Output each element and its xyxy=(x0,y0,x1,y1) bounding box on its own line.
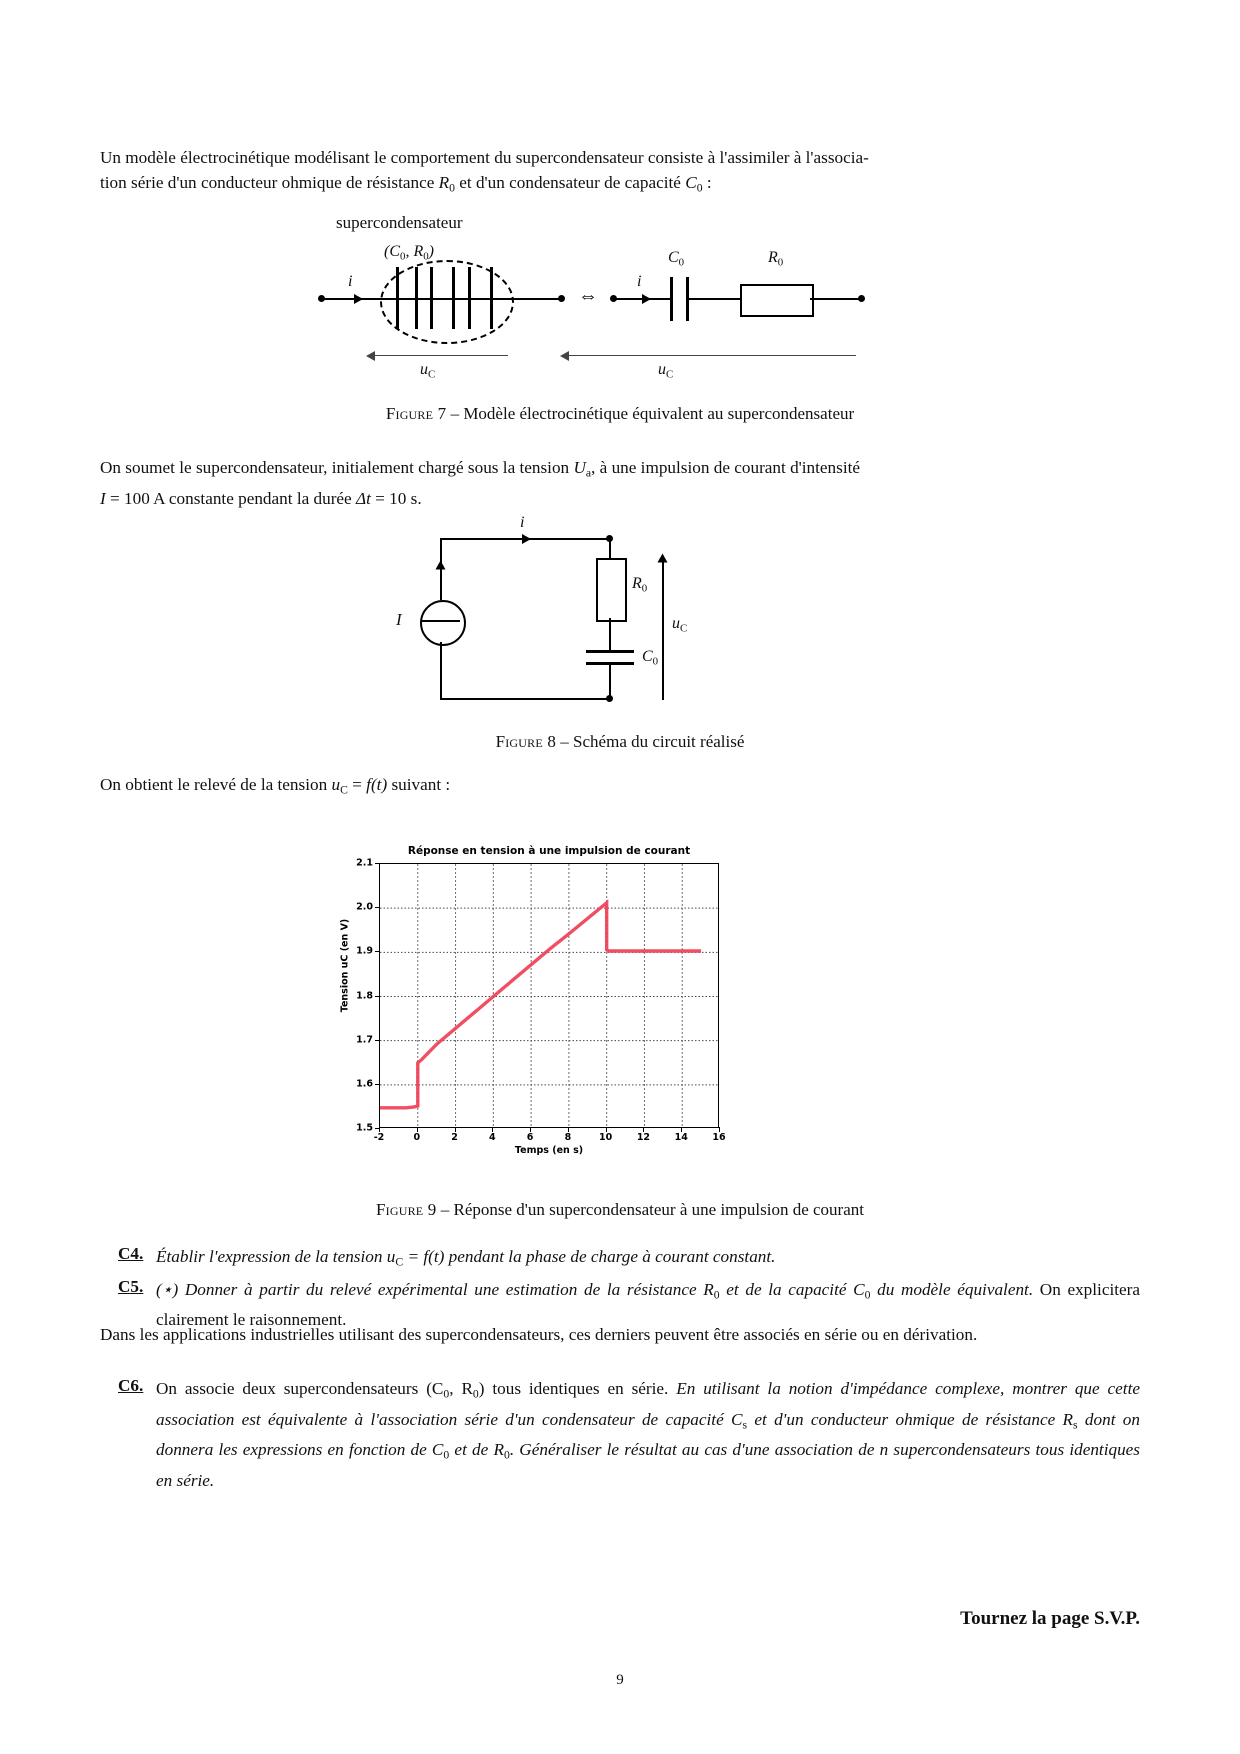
symbol-f: f xyxy=(366,775,371,794)
figure-7-caption xyxy=(100,404,1140,424)
question-c4 xyxy=(118,1244,1140,1275)
fig7-equivalence-symbol: ⇔ xyxy=(578,285,598,307)
chart-ytick-mark xyxy=(375,951,380,952)
fig7-uc-right-label: $u_C$ xyxy=(658,361,674,381)
fig8-right-wire-top xyxy=(609,538,611,558)
chart-ytick-mark xyxy=(375,863,380,864)
chart-xtick-mark xyxy=(606,1127,607,1132)
chart-xtick-mark xyxy=(455,1127,456,1132)
chart-xtick-mark xyxy=(643,1127,644,1132)
figure-8-caption-prefix: Figure 8 xyxy=(495,732,557,751)
chart-ytick-label: 2.1 xyxy=(356,857,373,869)
second-line-1a: On soumet le supercondensateur, initialement chargé sous la tension xyxy=(100,458,574,477)
chart-xtick-label: 6 xyxy=(526,1132,534,1143)
fig7-left-right-node xyxy=(558,295,565,302)
chart-svg xyxy=(380,864,719,1128)
symbol-I: I xyxy=(100,488,106,508)
intro-line-2a: tion série d'un conducteur ohmique de résistance xyxy=(100,173,439,192)
fig7-params-label: ($C_0$, $R_0$) xyxy=(384,243,434,263)
chart-ytick-mark xyxy=(375,996,380,997)
fig7-right-current-arrow xyxy=(642,294,651,304)
fig7-uc-right-arrowhead xyxy=(560,351,569,361)
question-c5-tag: C5. xyxy=(118,1276,144,1296)
fig7-inner-wire xyxy=(384,298,514,300)
fig7-right-current-label: i xyxy=(637,273,642,290)
chart-xtick-label: -2 xyxy=(373,1132,385,1143)
chart-title: Réponse en tension à une impulsion de courant xyxy=(407,845,691,857)
second-line-1b: , à une impulsion de courant d'intensité xyxy=(591,458,861,477)
fig7-left-wire-in xyxy=(322,298,384,300)
chart-ytick-label: 1.7 xyxy=(356,1034,373,1046)
second-line-2b: = 10 s. xyxy=(370,488,422,508)
fig8-right-wire-bottom xyxy=(609,665,611,699)
chart-ylabel: Tension uC (en V) xyxy=(339,918,351,1013)
third-a: On obtient le relevé de la tension xyxy=(100,775,332,794)
question-c6-block xyxy=(118,1376,1140,1493)
fig7-right-wire-out xyxy=(810,298,862,300)
fig7-res-label: $R_0$ xyxy=(768,249,784,269)
fig8-current-source xyxy=(420,600,466,646)
symbol-ft: (t) xyxy=(370,775,388,794)
chart-ytick-label: 2.0 xyxy=(356,901,373,913)
fig8-right-wire-mid xyxy=(609,618,611,650)
chart-xtick-mark xyxy=(417,1127,418,1132)
fig7-plate-6 xyxy=(490,267,493,329)
fig8-uc-label: $u_C$ xyxy=(672,615,688,635)
question-c4-tag: C4. xyxy=(118,1244,144,1263)
chart-ytick-mark xyxy=(375,1040,380,1041)
second-line-2a: = 100 A constante pendant la durée xyxy=(105,488,356,508)
turn-page-note: Tournez la page S.V.P. xyxy=(960,1608,1140,1629)
fig7-mid-wire xyxy=(689,298,741,300)
fig8-uc-arrowhead xyxy=(658,554,668,563)
third-paragraph xyxy=(100,772,1140,803)
fig7-left-current-label: i xyxy=(348,273,353,290)
chart-ytick-label: 1.6 xyxy=(356,1078,373,1090)
chart-xtick-mark xyxy=(379,1127,380,1132)
intro-line-2c: : xyxy=(702,173,712,192)
chart-ytick-label: 1.8 xyxy=(356,990,373,1001)
chart-xtick-label: 2 xyxy=(451,1132,458,1143)
fig7-left-current-arrow xyxy=(354,294,363,304)
figure-7-caption-dash: – xyxy=(446,404,464,423)
fig7-uc-left-label: $u_C$ xyxy=(420,361,436,381)
question-c4-text: Établir l'expression de la tension $u_C = f(t)$ pendant la phase de charge à courant constant. xyxy=(156,1247,776,1269)
fig7-supercap-label: supercondensateur xyxy=(336,213,463,232)
fig8-resistor-box xyxy=(596,558,627,622)
mid-paragraph: Dans les applications industrielles utilisant des supercondensateurs, ces derniers peuvent être associés en série ou en dérivation. xyxy=(100,1325,978,1344)
fig8-left-wire-lower xyxy=(440,642,442,700)
fig7-plate-2 xyxy=(415,267,418,329)
fig7-uc-right-line xyxy=(566,355,856,356)
intro-line-1: Un modèle électrocinétique modélisant le comportement du supercondensateur consiste à l'assimiler à l'associa- xyxy=(100,148,869,167)
fig7-cap-plate-a xyxy=(670,277,673,321)
fig7-uc-left-line xyxy=(372,355,508,356)
fig8-current-label: i xyxy=(520,514,525,531)
symbol-delta-t: Δt xyxy=(355,488,371,508)
chart-plot-area xyxy=(379,863,719,1128)
figure-8-caption xyxy=(100,732,1140,752)
figure-8-caption-text: Schéma du circuit réalisé xyxy=(573,732,745,751)
chart-xtick-label: 14 xyxy=(674,1132,688,1143)
fig7-resistor-box xyxy=(740,284,814,317)
question-c6 xyxy=(118,1376,1140,1493)
fig8-uc-line xyxy=(662,560,664,700)
figure-9-caption xyxy=(100,1200,1140,1220)
figure-8-caption-dash: – xyxy=(556,732,574,751)
questions-c4-c5 xyxy=(118,1244,1140,1332)
third-eq: = xyxy=(347,775,367,794)
fig7-plate-3 xyxy=(430,267,433,329)
figure-7-caption-prefix: Figure 7 xyxy=(385,404,447,423)
fig7-plate-5 xyxy=(468,267,471,329)
fig8-current-arrow xyxy=(522,534,531,544)
page-number: 9 xyxy=(616,1672,624,1688)
fig7-supercap-ellipse xyxy=(380,260,514,344)
chart-xtick-label: 12 xyxy=(636,1132,651,1143)
fig7-right-end-node xyxy=(858,295,865,302)
chart-ytick-label: 1.9 xyxy=(356,945,373,957)
fig8-res-label: $R_0$ xyxy=(632,575,648,595)
chart-series-line xyxy=(380,903,701,1108)
fig8-source-inner-line xyxy=(422,620,460,622)
intro-line-2b: et d'un condensateur de capacité xyxy=(454,173,686,192)
intro-paragraph xyxy=(100,145,1140,201)
fig7-plate-1 xyxy=(396,267,399,329)
fig8-source-arrow xyxy=(436,561,446,570)
question-c5-text: (⋆) Donner à partir du relevé expérimental une estimation de la résistance $R_0$ et de la capacité $C_0$ du modèle équivalent. On explicitera clairement le raisonnement. xyxy=(156,1279,1140,1330)
chart-ytick-mark xyxy=(375,907,380,908)
fig8-bottom-wire xyxy=(440,698,610,700)
symbol-uC: $u_C$ xyxy=(331,775,348,797)
chart-ytick-label: 1.5 xyxy=(356,1122,373,1134)
chart-xtick-mark xyxy=(681,1127,682,1132)
chart-ytick-mark xyxy=(375,1084,380,1085)
figure-8-diagram xyxy=(396,514,780,720)
question-c6-tag: C6. xyxy=(118,1376,144,1395)
figure-9-caption-prefix: Figure 9 xyxy=(376,1200,437,1219)
chart-xtick-label: 8 xyxy=(564,1132,572,1143)
symbol-R0: $R_0$ xyxy=(438,173,455,195)
figure-9-chart xyxy=(333,840,741,1165)
chart-xtick-label: 10 xyxy=(599,1132,613,1143)
fig7-cap-label: $C_0$ xyxy=(668,249,685,269)
fig7-plate-4 xyxy=(452,267,455,329)
fig8-bottom-node xyxy=(606,695,613,702)
second-paragraph xyxy=(100,455,1140,511)
chart-xtick-mark xyxy=(492,1127,493,1132)
chart-xtick-mark xyxy=(530,1127,531,1132)
figure-7-caption-text: Modèle électrocinétique équivalent au supercondensateur xyxy=(463,404,855,423)
figure-7-diagram xyxy=(300,205,820,390)
chart-xtick-mark xyxy=(568,1127,569,1132)
chart-xtick-label: 0 xyxy=(413,1132,421,1143)
fig7-uc-left-arrowhead xyxy=(366,351,375,361)
fig8-source-label: I xyxy=(396,610,402,629)
figure-9-caption-dash: – xyxy=(436,1200,454,1219)
third-b: suivant : xyxy=(387,775,451,794)
fig8-cap-label: $C_0$ xyxy=(642,648,659,668)
question-c6-text: On associe deux supercondensateurs ($C_0$, $R_0$) tous identiques en série. En utilisant la notion d'impédance complexe, montrer que cette association est équivalente à l'association série d'un condensateur de capacité $C_s$ et d'un conducteur ohmique de résistance $R_s$ dont on donnera les expressions en fonction de $C_0$ et de $R_0$. Généraliser le résultat au cas d'une association de n supercondensateurs tous identiques en série. xyxy=(156,1379,1140,1491)
chart-xtick-mark xyxy=(719,1127,720,1132)
symbol-Ua: $U_a$ xyxy=(573,458,592,480)
chart-xtick-label: 4 xyxy=(489,1132,496,1143)
chart-xlabel: Temps (en s) xyxy=(514,1145,584,1156)
fig8-cap-plate-top xyxy=(586,650,634,653)
figure-9-caption-text: Réponse d'un supercondensateur à une impulsion de courant xyxy=(453,1200,864,1219)
symbol-C0: $C_0$ xyxy=(685,173,703,195)
chart-xtick-label: 16 xyxy=(712,1132,726,1143)
fig7-left-wire-out xyxy=(508,298,562,300)
